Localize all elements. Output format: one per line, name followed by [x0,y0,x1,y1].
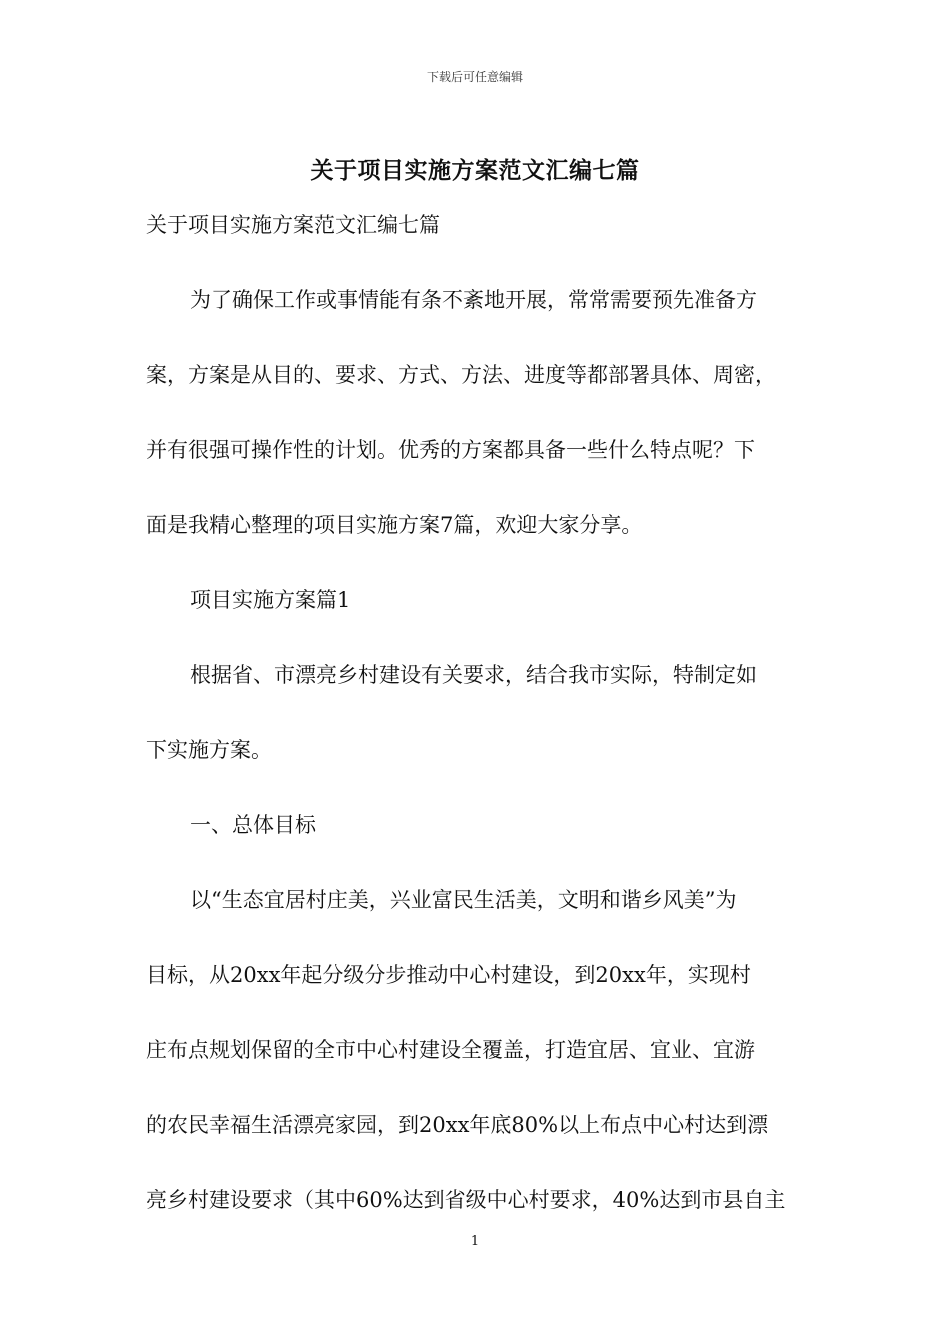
page-header-note: 下载后可任意编辑 [426,70,523,84]
paragraph-line: 并有很强可操作性的计划。优秀的方案都具备一些什么特点呢？下 [146,438,755,462]
paragraph-line: 庄布点规划保留的全市中心村建设全覆盖，打造宜居、宜业、宜游 [146,1038,755,1062]
page-number: 1 [470,1234,480,1249]
paragraph-line: 的农民幸福生活漂亮家园，到20xx年底80%以上布点中心村达到漂 [146,1113,769,1137]
paragraph-line: 以“生态宜居村庄美，兴业富民生活美，文明和谐乡风美”为 [190,888,737,912]
paragraph-line: 目标，从20xx年起分级分步推动中心村建设，到20xx年，实现村 [146,963,751,987]
section-heading: 一、总体目标 [190,813,316,837]
document-title: 关于项目实施方案范文汇编七篇 [310,157,640,184]
paragraph-line: 亮乡村建设要求（其中60%达到省级中心村要求，40%达到市县自主 [146,1188,786,1212]
document-body [146,206,816,1256]
section-heading: 项目实施方案篇1 [190,588,351,612]
paragraph-line: 面是我精心整理的项目实施方案7篇，欢迎大家分享。 [146,513,643,537]
paragraph-line: 为了确保工作或事情能有条不紊地开展，常常需要预先准备方 [190,288,757,312]
paragraph-line: 根据省、市漂亮乡村建设有关要求，结合我市实际，特制定如 [190,663,757,687]
paragraph-line: 案，方案是从目的、要求、方式、方法、进度等都部署具体、周密， [146,363,776,387]
paragraph-line: 下实施方案。 [146,738,272,762]
document-subtitle: 关于项目实施方案范文汇编七篇 [146,213,440,237]
